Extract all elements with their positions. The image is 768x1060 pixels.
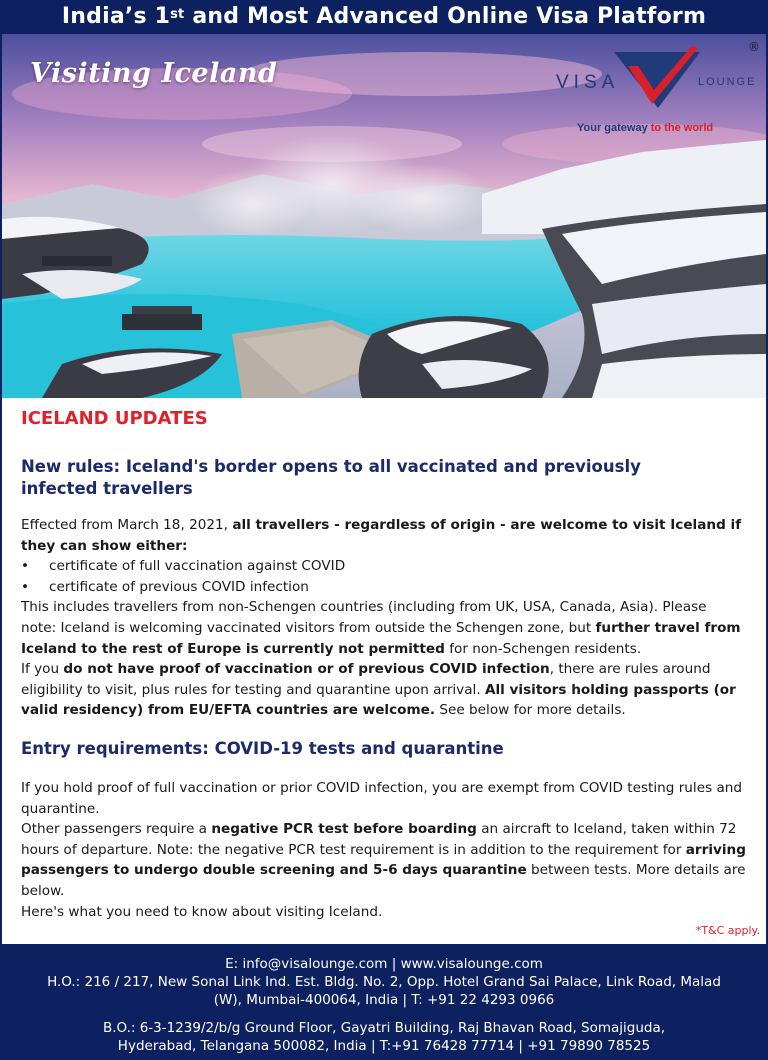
- footer-head-office-line2: (W), Mumbai-400064, India | T: +91 22 4293 0966: [213, 992, 555, 1008]
- p3-d: All visitors holding passports (or valid residency) from EU/EFTA countries are welcome.: [21, 681, 736, 719]
- paragraph-no-proof: [21, 659, 746, 721]
- updates-heading: ICELAND UPDATES: [21, 408, 208, 429]
- checkmark-logo-icon: [612, 46, 702, 116]
- paragraph-exempt: If you hold proof of full vaccination or prior COVID infection, you are exempt from COVID testing rules and quarantine.: [21, 780, 743, 817]
- logo-lounge-text: LOUNGE: [698, 76, 757, 88]
- paragraph-schengen: [21, 597, 746, 659]
- p3-e: See below for more details.: [435, 702, 626, 719]
- bullet-char: •: [21, 558, 30, 575]
- bullet-char: •: [21, 578, 30, 595]
- list-item: [21, 577, 746, 598]
- entry-requirements-body: [21, 778, 746, 922]
- registered-mark: ®: [748, 40, 760, 54]
- footer-branch-office-line1: B.O.: 6-3-1239/2/b/g Ground Floor, Gayatri Building, Raj Bhavan Road, Somajiguda,: [102, 1020, 666, 1036]
- logo-tagline-a: Your gateway: [577, 122, 651, 134]
- paragraph-pcr: [21, 819, 746, 901]
- list-item: [21, 556, 746, 577]
- paragraph-know: Here's what you need to know about visiting Iceland.: [21, 903, 383, 920]
- banner-suffix: and Most Advanced Online Visa Platform: [184, 4, 707, 29]
- p2-b: further travel from Iceland to the rest of Europe is currently not permitted: [21, 619, 741, 657]
- logo-tagline: [577, 122, 713, 134]
- banner-prefix: India’s 1: [61, 4, 171, 29]
- p2-c: for non-Schengen residents.: [444, 640, 642, 657]
- p5-d: arriving passengers to undergo double screening and 5-6 days quarantine: [21, 841, 746, 879]
- new-rules-heading-line2: infected travellers: [21, 479, 193, 498]
- p3-b: do not have proof of vaccination or of previous COVID infection: [63, 661, 550, 678]
- p5-c: an aircraft to Iceland, taken within 72 hours of departure. Note: the negative PCR test requirement is in addition to the requirement for: [21, 821, 737, 858]
- bullet-text: certificate of full vaccination against COVID: [49, 558, 346, 575]
- logo-visa-text: VISA: [556, 72, 620, 93]
- p1-a: Effected from March 18, 2021,: [21, 517, 233, 533]
- banner-superscript: st: [170, 7, 185, 22]
- footer-contact[interactable]: E: info@visalounge.com | www.visalounge.com: [225, 956, 543, 972]
- p2-a: This includes travellers from non-Schengen countries (including from UK, USA, Canada, Asia). Please note: Iceland is welcoming vaccinated visitors from outside the Schengen zone, but: [21, 599, 707, 636]
- logo-tagline-b: to the world: [650, 122, 714, 134]
- p5-a: Other passengers require a: [21, 821, 212, 838]
- hero-image: [2, 34, 766, 398]
- footer-branch-office-line2: Hyderabad, Telangana 500082, India | T:+91 76428 77714 | +91 79890 78525: [117, 1038, 651, 1054]
- terms-note: *T&C apply.: [695, 924, 760, 937]
- p1-b: all travellers - regardless of origin - are welcome to visit Iceland if they can show either:: [21, 517, 742, 554]
- entry-requirements-heading: Entry requirements: COVID-19 tests and quarantine: [21, 739, 504, 758]
- p5-b: negative PCR test before boarding: [211, 821, 477, 838]
- hero-title: Visiting Iceland: [30, 58, 278, 89]
- footer: [0, 944, 768, 1060]
- p3-c: , there are rules around eligibility to visit, plus rules for testing and quarantine upon arrival.: [21, 661, 711, 698]
- new-rules-body: [21, 515, 746, 721]
- new-rules-heading: [21, 456, 641, 500]
- visa-lounge-logo[interactable]: [542, 40, 764, 140]
- bullet-text: certificate of previous COVID infection: [49, 578, 309, 595]
- content-panel: [2, 398, 766, 944]
- paragraph-effected: [21, 515, 746, 556]
- new-rules-heading-line1: New rules: Iceland's border opens to all vaccinated and previously: [21, 457, 641, 476]
- p3-a: If you: [21, 661, 64, 678]
- footer-head-office-line1: H.O.: 216 / 217, New Sonal Link Ind. Est. Bldg. No. 2, Opp. Hotel Grand Sai Palace, Link Road, Malad: [47, 974, 721, 990]
- p5-e: between tests. More details are below.: [21, 862, 746, 899]
- top-banner: [0, 0, 768, 34]
